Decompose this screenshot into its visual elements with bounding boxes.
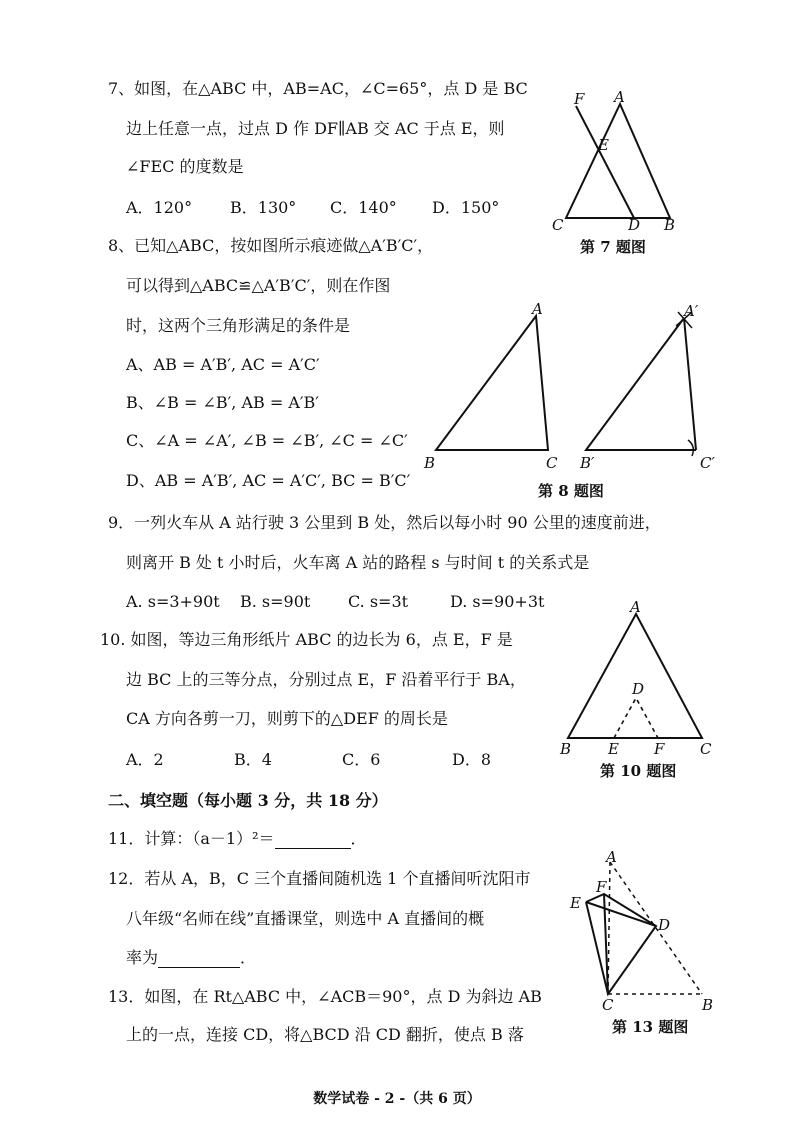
q13-dashed-ac <box>608 862 610 994</box>
q7-option-c: C．140° <box>330 198 397 217</box>
q8-arc-mark-bottom <box>688 440 693 456</box>
q8-line-2: 可以得到△ABC≌△A′B′C′，则在作图 <box>126 276 391 295</box>
q12-line-1: 12．若从 A，B，C 三个直播间随机选 1 个直播间听沈阳市 <box>108 869 531 888</box>
q7-label-d: D <box>628 216 641 234</box>
q10-figure <box>552 598 722 760</box>
q8-triangle-a2b2c2 <box>586 318 696 450</box>
q9-option-c: C. s=3t <box>348 592 409 611</box>
q10-label-c: C <box>700 740 712 758</box>
q11-prefix: 11．计算：（a－1）²＝ <box>108 829 275 848</box>
q13-figure <box>562 848 722 1018</box>
q13-line-1: 13．如图，在 Rt△ABC 中，∠ACB＝90°，点 D 为斜边 AB <box>108 987 542 1006</box>
q7-label-b: B <box>664 216 676 234</box>
q13-caption: 第 13 题图 <box>612 1018 689 1036</box>
q10-line-1: 10. 如图，等边三角形纸片 ABC 的边长为 6，点 E，F 是 <box>100 630 513 649</box>
q8-option-d: D、AB = A′B′, AC = A′C′, BC = B′C′ <box>126 471 411 490</box>
q10-option-a: A．2 <box>126 750 164 769</box>
q10-line-3: CA 方向各剪一刀，则剪下的△DEF 的周长是 <box>126 709 448 728</box>
q8-label-b-prime: B′ <box>580 454 595 472</box>
q9-option-d: D. s=90+3t <box>450 592 545 611</box>
q10-line-2: 边 BC 上的三等分点，分别过点 E，F 沿着平行于 BA， <box>126 670 526 689</box>
q8-label-c: C <box>546 454 558 472</box>
q10-triangle <box>568 614 702 738</box>
q9-option-b: B. s=90t <box>240 592 311 611</box>
q7-line-df <box>576 106 634 218</box>
q13-label-d: D <box>658 916 671 934</box>
q12-line-3 <box>126 948 256 968</box>
q7-option-b: B．130° <box>230 198 297 217</box>
q12-line-3-prefix: 率为 <box>126 948 159 967</box>
q13-line-2: 上的一点，连接 CD，将△BCD 沿 CD 翻折，使点 B 落 <box>126 1025 524 1044</box>
q8-option-b: B、∠B = ∠B′, AB = A′B′ <box>126 393 319 412</box>
q9-line-1: 9．一列火车从 A 站行驶 3 公里到 B 处，然后以每小时 90 公里的速度前进， <box>108 513 661 532</box>
section-2-heading: 二、填空题（每小题 3 分，共 18 分） <box>108 791 388 810</box>
q7-label-e: E <box>598 136 609 154</box>
q7-line-2: 边上任意一点，过点 D 作 DF∥AB 交 AC 于点 E，则 <box>126 119 505 138</box>
q7-triangle <box>566 104 670 218</box>
q10-label-a: A <box>630 598 641 616</box>
q10-option-d: D．8 <box>452 750 492 769</box>
q7-caption: 第 7 题图 <box>580 238 646 256</box>
q8-label-b: B <box>424 454 436 472</box>
q7-line-3: ∠FEC 的度数是 <box>126 157 244 176</box>
q9-line-2: 则离开 B 处 t 小时后，火车离 A 站的路程 s 与时间 t 的关系式是 <box>126 553 590 572</box>
q8-label-a-prime: A′ <box>684 302 699 320</box>
q10-option-c: C．6 <box>342 750 381 769</box>
q7-label-c: C <box>552 216 564 234</box>
q13-label-e: E <box>570 894 581 912</box>
q13-label-c: C <box>602 996 614 1014</box>
q10-label-f: F <box>654 740 665 758</box>
q7-option-a: A．120° <box>126 198 193 217</box>
q8-side-a2c2 <box>684 318 696 450</box>
q12-line-2: 八年级“名师在线”直播课堂，则选中 A 直播间的概 <box>126 909 485 928</box>
q12-line-3-suffix: ． <box>240 948 257 967</box>
q7-line-1: 7、如图，在△ABC 中，AB=AC，∠C=65°，点 D 是 BC <box>108 79 528 98</box>
q13-label-f: F <box>596 878 607 896</box>
q9-option-a: A. s=3+90t <box>126 592 220 611</box>
q7-label-a: A <box>614 88 625 106</box>
q7-figure <box>548 88 698 238</box>
q10-option-b: B．4 <box>234 750 272 769</box>
q8-triangle-abc <box>436 316 548 450</box>
q11-line <box>108 829 367 849</box>
q13-label-a: A <box>606 848 617 866</box>
q7-label-f: F <box>574 90 585 108</box>
q8-figure <box>420 300 730 480</box>
q10-dashed-cut <box>614 698 658 738</box>
q7-option-d: D．150° <box>432 198 500 217</box>
q8-label-c-prime: C′ <box>700 454 715 472</box>
q13-dashed-ab <box>610 862 702 994</box>
q8-line-3: 时，这两个三角形满足的条件是 <box>126 316 351 335</box>
q13-folded-shape <box>586 894 656 994</box>
q8-caption: 第 8 题图 <box>538 482 604 500</box>
q10-label-b: B <box>560 740 572 758</box>
page-footer: 数学试卷 - 2 -（共 6 页） <box>313 1091 481 1107</box>
q13-label-b: B <box>702 996 714 1014</box>
q10-label-e: E <box>608 740 619 758</box>
q10-label-d: D <box>632 680 645 698</box>
q8-label-a: A <box>532 300 543 318</box>
q8-option-c: C、∠A = ∠A′, ∠B = ∠B′, ∠C = ∠C′ <box>126 431 408 450</box>
q11-answer-blank[interactable] <box>275 832 351 849</box>
q10-caption: 第 10 题图 <box>600 762 677 780</box>
q8-option-a: A、AB = A′B′, AC = A′C′ <box>126 355 320 374</box>
q11-suffix: ． <box>350 829 367 848</box>
q8-line-1: 8、已知△ABC，按如图所示痕迹做△A′B′C′， <box>108 236 434 255</box>
q12-answer-blank[interactable] <box>158 951 240 968</box>
